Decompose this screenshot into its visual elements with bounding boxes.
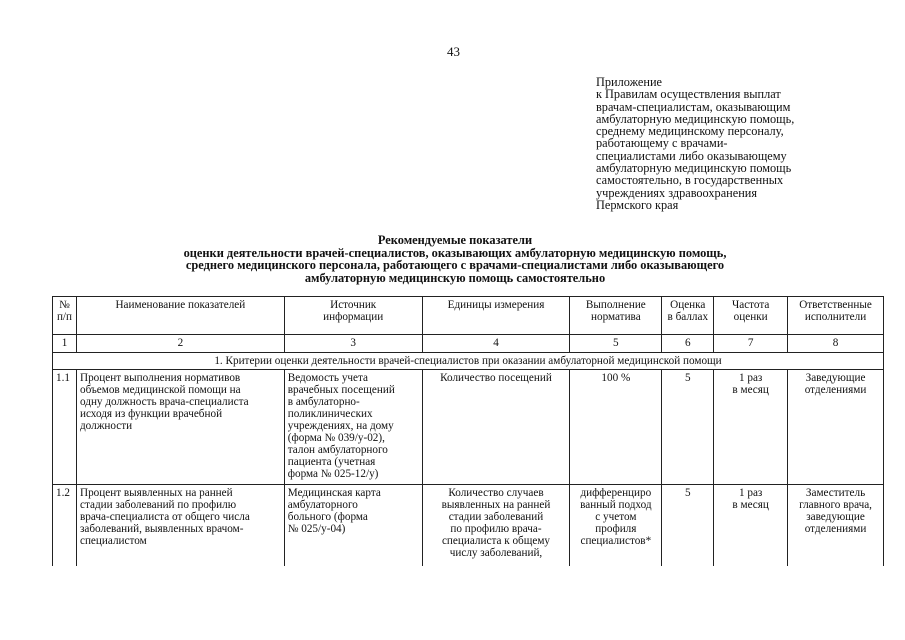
header-text: №	[59, 299, 70, 311]
frequency-cell	[714, 370, 788, 485]
page-number: 43	[447, 44, 460, 59]
table-row	[53, 370, 884, 485]
appendix-line: самостоятельно, в государственных	[596, 173, 784, 188]
title-line: амбулаторную медицинскую помощь самостоятельно	[304, 270, 606, 285]
header-text: Единицы измерения	[447, 299, 545, 311]
row-number: 1.1	[53, 370, 77, 485]
header-cell-responsible	[788, 297, 884, 335]
header-text: Источник	[330, 299, 377, 311]
title-line: Рекомендуемые показатели	[377, 233, 533, 247]
unit-line: Количество посещений	[440, 372, 552, 384]
source-line: талон амбулаторного	[287, 444, 388, 456]
indicator-name-line: исходя из функции врачебной	[79, 408, 223, 420]
norm-line: 100 %	[601, 372, 631, 384]
indicator-name-line: специалистом	[79, 535, 147, 547]
section-row	[53, 353, 884, 370]
norm-line: специалистов*	[580, 535, 652, 547]
column-number: 5	[570, 335, 662, 353]
unit-line: специалиста к общему	[441, 535, 551, 547]
norm-line: дифференциро	[580, 487, 652, 499]
column-number: 8	[788, 335, 884, 353]
header-text: норматива	[591, 311, 641, 323]
column-number: 2	[76, 335, 284, 353]
header-cell-norm	[570, 297, 662, 335]
indicator-name-line: стадии заболеваний по профилю	[79, 499, 237, 511]
appendix-line: Пермского края	[596, 197, 679, 212]
header-cell-frequency	[714, 297, 788, 335]
column-number: 7	[714, 335, 788, 353]
norm-cell	[570, 370, 662, 485]
appendix-line: Приложение	[596, 75, 662, 89]
norm-line: профиля	[595, 523, 637, 535]
score-cell: 5	[662, 485, 714, 567]
column-number: 6	[662, 335, 714, 353]
frequency-line: в месяц	[732, 384, 769, 396]
header-row	[53, 297, 884, 335]
column-number: 1	[53, 335, 77, 353]
norm-cell	[570, 485, 662, 567]
responsible-line: отделениями	[804, 384, 867, 396]
unit-line: числу заболеваний,	[449, 547, 543, 559]
unit-line: по профилю врача-	[450, 523, 542, 535]
indicator-name-line: врача-специалиста от общего числа	[79, 511, 250, 523]
appendix-line: врачам-специалистам, оказывающим	[596, 99, 791, 114]
frequency-line: 1 раз	[738, 487, 763, 499]
column-number: 3	[284, 335, 422, 353]
responsible-line: отделениями	[804, 523, 867, 535]
appendix-note	[596, 76, 866, 211]
header-text: Выполнение	[585, 299, 646, 311]
responsible-line: Заведующие	[805, 372, 866, 384]
source-line: учреждениях, на дому	[287, 420, 394, 432]
source-line: поликлинических	[287, 408, 373, 420]
appendix-line: среднему медицинскому персоналу,	[596, 124, 784, 139]
source-line: в амбулаторно-	[287, 396, 360, 408]
source-line: Медицинская карта	[287, 487, 381, 499]
header-text: Оценка	[670, 299, 706, 311]
norm-line: ванный подход	[580, 499, 652, 511]
indicator-name-line: объемов медицинской помощи на	[79, 384, 241, 396]
appendix-line: учреждениях здравоохранения	[596, 185, 758, 200]
header-cell-name	[76, 297, 284, 335]
appendix-line: специалистами либо оказывающему	[596, 148, 787, 163]
norm-line: с учетом	[595, 511, 637, 523]
column-number-row	[53, 335, 884, 353]
section-title: 1. Критерии оценки деятельности врачей-специалистов при оказании амбулаторной медицинской помощи	[53, 353, 884, 370]
frequency-line: в месяц	[732, 499, 769, 511]
frequency-line: 1 раз	[738, 372, 763, 384]
responsible-line: Заместитель	[805, 487, 866, 499]
source-line: Ведомость учета	[287, 372, 369, 384]
indicator-name-line: одну должность врача-специалиста	[79, 396, 249, 408]
unit-cell	[422, 485, 570, 567]
source-line: форма № 025-12/у)	[287, 468, 379, 480]
indicator-name-line: Процент выполнения нормативов	[79, 372, 241, 384]
frequency-cell	[714, 485, 788, 567]
appendix-line: работающему с врачами-	[596, 136, 728, 151]
column-number: 4	[422, 335, 570, 353]
header-text: Частота	[731, 299, 770, 311]
header-text: оценки	[733, 311, 768, 323]
source-line: амбулаторного	[287, 499, 358, 511]
header-cell-score	[662, 297, 714, 335]
row-number: 1.2	[53, 485, 77, 567]
header-cell-number	[53, 297, 77, 335]
source-line: больного (форма	[287, 511, 368, 523]
header-cell-source	[284, 297, 422, 335]
responsible-cell	[788, 370, 884, 485]
header-text: информации	[323, 311, 384, 323]
header-text: в баллах	[667, 311, 709, 323]
title-line: оценки деятельности врачей-специалистов, оказывающих амбулаторную медицинскую помощь,	[183, 245, 727, 260]
source-line: врачебных посещений	[287, 384, 395, 396]
responsible-cell	[788, 485, 884, 567]
criteria-table	[52, 296, 884, 566]
responsible-line: заведующие	[806, 511, 865, 523]
source-line: № 025/у-04)	[287, 523, 346, 535]
responsible-line: главного врача,	[799, 499, 872, 511]
indicator-name-line: должности	[79, 420, 133, 432]
indicator-name-line: Процент выявленных на ранней	[79, 487, 233, 499]
header-text: исполнители	[804, 311, 867, 323]
unit-line: выявленных на ранней	[441, 499, 551, 511]
table-row	[53, 485, 884, 567]
source-line: пациента (учетная	[287, 456, 376, 468]
indicator-name-cell	[76, 370, 284, 485]
header-cell-unit	[422, 297, 570, 335]
unit-line: стадии заболеваний	[448, 511, 544, 523]
appendix-line: амбулаторную медицинскую помощь,	[596, 111, 795, 126]
document-title	[100, 234, 810, 284]
header-text: Ответственные	[799, 299, 872, 311]
header-text: п/п	[56, 311, 73, 323]
appendix-line: к Правилам осуществления выплат	[596, 87, 781, 102]
appendix-line: амбулаторную медицинскую помощь	[596, 161, 792, 176]
indicator-name-line: заболеваний, выявленных врачом-	[79, 523, 244, 535]
source-cell	[284, 485, 422, 567]
unit-line: Количество случаев	[448, 487, 544, 499]
source-line: (форма № 039/у-02),	[287, 432, 385, 444]
title-line: среднего медицинского персонала, работающего с врачами-специалистами либо оказывающего	[185, 258, 725, 273]
unit-cell	[422, 370, 570, 485]
score-cell: 5	[662, 370, 714, 485]
header-text: Наименование показателей	[115, 299, 246, 311]
indicator-name-cell	[76, 485, 284, 567]
source-cell	[284, 370, 422, 485]
